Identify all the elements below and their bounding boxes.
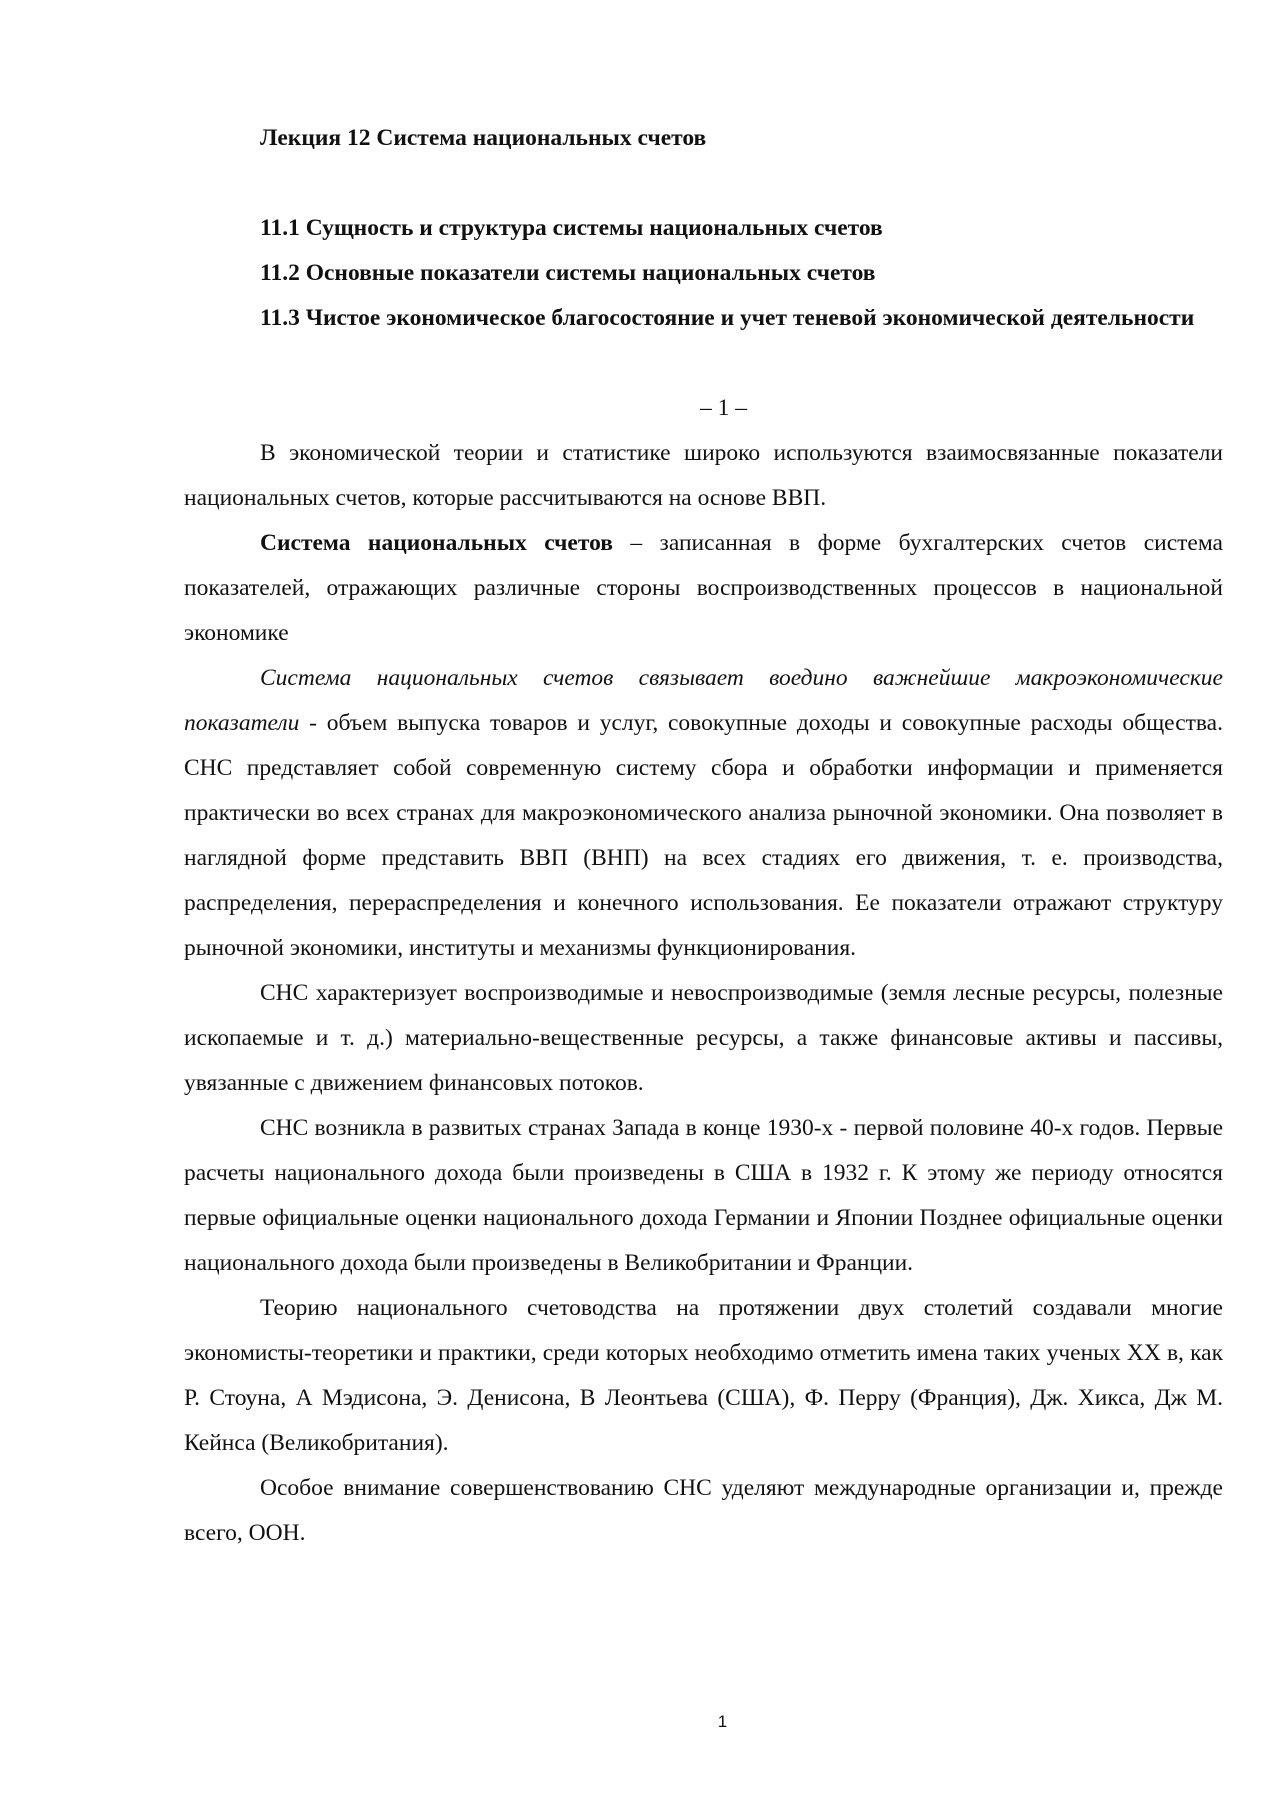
section-heading-1: 11.1 Сущность и структура системы национальных счетов xyxy=(260,215,883,241)
footer-page-number: 1 xyxy=(717,1712,728,1731)
section-marker: – 1 – xyxy=(700,395,747,421)
paragraph-7: Особое внимание совершенствованию СНС уделяют международные организации и, прежде всего, ООН. xyxy=(184,1475,1223,1546)
lecture-title: Лекция 12 Система национальных счетов xyxy=(260,125,707,151)
section-heading-2: 11.2 Основные показатели системы национальных счетов xyxy=(260,260,876,286)
blank-line xyxy=(184,161,1223,206)
italic-statement: Система национальных счетов связывает воедино важнейшие макроэкономические показатели xyxy=(184,665,1223,736)
paragraph-4: СНС характеризует воспроизводимые и невоспроизводимые (земля лесные ресурсы, полезные ископаемые и т. д.) материально-вещественные ресурсы, а также финансовые активы и пассивы, увязанные с движением финансовых потоков. xyxy=(184,980,1223,1096)
document-body xyxy=(184,116,1223,1556)
paragraph-1: В экономической теории и статистике широко используются взаимосвязанные показатели национальных счетов, которые рассчитываются на основе ВВП. xyxy=(184,440,1223,511)
paragraph-3 xyxy=(184,656,1223,971)
paragraph-2 xyxy=(184,521,1223,656)
paragraph-3-text: - объем выпуска товаров и услуг, совокупные доходы и совокупные расходы общества. СНС представляет собой современную систему сбора и обработки информации и применяется практически во всех странах для макроэкономического анализа рыночной экономики. Она позволяет в наглядной форме представить ВВП (ВНП) на всех стадиях его движения, т. е. производства, распределения, перераспределения и конечного использования. Ее показатели отражают структуру рыночной экономики, институты и механизмы функционирования. xyxy=(184,710,1223,961)
definition-text: – записанная в форме бухгалтерских счетов система показателей, отражающих различные стороны воспроизводственных процессов в национальной экономике xyxy=(184,530,1223,646)
blank-line xyxy=(184,341,1223,386)
paragraph-6: Теорию национального счетоводства на протяжении двух столетий создавали многие экономисты-теоретики и практики, среди которых необходимо отметить имена таких ученых XX в, как Р. Стоуна, А Мэдисона, Э. Денисона, В Леонтьева (США), Ф. Перру (Франция), Дж. Хикса, Дж М. Кейнса (Великобритания). xyxy=(184,1295,1223,1456)
term-definition-bold: Система национальных счетов xyxy=(260,530,613,556)
paragraph-5: СНС возникла в развитых странах Запада в конце 1930-х - первой половине 40-х годов. Первые расчеты национального дохода были произведены в США в 1932 г. К этому же периоду относятся первые официальные оценки национального дохода Германии и Японии Позднее официальные оценки национального дохода были произведены в Великобритании и Франции. xyxy=(184,1115,1223,1276)
section-heading-3: 11.3 Чистое экономическое благосостояние и учет теневой экономической деятельности xyxy=(260,305,1195,331)
